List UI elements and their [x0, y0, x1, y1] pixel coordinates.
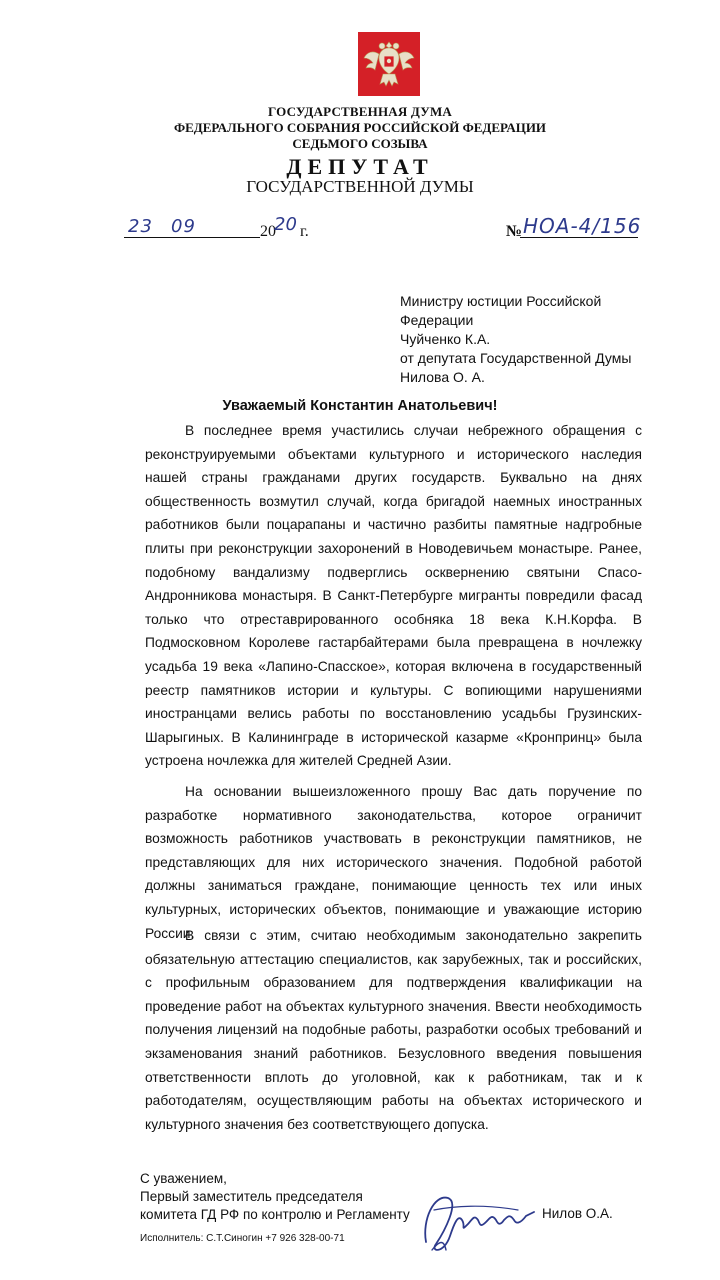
closing-committee: комитета ГД РФ по контролю и Регламенту	[140, 1207, 410, 1222]
addressee-block	[400, 292, 680, 387]
date-suffix: г.	[300, 223, 309, 240]
body-paragraph-3	[145, 924, 642, 1136]
date-underline	[124, 237, 260, 238]
number-sign: №	[506, 223, 523, 240]
addressee-line: от депутата Государственной Думы	[400, 350, 632, 366]
signer-name: Нилов О.А.	[542, 1206, 613, 1221]
closing-position: Первый заместитель председателя	[140, 1189, 363, 1204]
date-month: 09	[171, 216, 196, 237]
body-paragraph-2	[145, 780, 642, 945]
body-paragraph-1	[145, 419, 642, 773]
addressee-line: Нилова О. А.	[400, 369, 485, 385]
header-subtitle: ГОСУДАРСТВЕННОЙ ДУМЫ	[246, 177, 474, 196]
date-year-prefix: 20	[260, 223, 276, 240]
closing-block	[140, 1170, 410, 1224]
date-day: 23	[128, 216, 153, 237]
closing-regards: С уважением,	[140, 1171, 227, 1186]
executor-contact: Исполнитель: С.Т.Синогин +7 926 328-00-71	[140, 1233, 345, 1244]
addressee-line: Министру юстиции Российской	[400, 293, 602, 309]
coat-of-arms-icon	[358, 32, 420, 96]
addressee-line: Чуйченко К.А.	[400, 331, 491, 347]
paragraph-text: В связи с этим, считаю необходимым законодательно закрепить обязательную аттестацию специалистов, как зарубежных, так и российских, с профильным образованием для подтверждения квалификации на проведение работ на объектах культурного значения. Ввести необходимость получения лицензий на подобные работы, разработки особых требований и экзаменования знаний работников. Безусловного введения повышения ответственности вплоть до уголовной, как к работникам, так и к работодателям, осуществляющим работы на объектах исторического и культурного значения без соответствующего допуска.	[145, 928, 642, 1132]
paragraph-text: На основании вышеизложенного прошу Вас дать поручение по разработке нормативного законодательства, которое ограничит возможность работников участвовать в реконструкции памятников, не представляющих для них исторического значения. Подобной работой должны заниматься граждане, понимающие ценность тех или иных культурных, исторических объектов, понимающие и уважающие историю России.	[145, 784, 642, 941]
date-number-line	[0, 214, 720, 248]
header-line-federal-assembly: ФЕДЕРАЛЬНОГО СОБРАНИЯ РОССИЙСКОЙ ФЕДЕРАЦИИ	[173, 120, 547, 135]
handwritten-signature	[414, 1180, 544, 1260]
addressee-line: Федерации	[400, 312, 474, 328]
salutation: Уважаемый Константин Анатольевич!	[222, 398, 498, 414]
paragraph-text: В последнее время участились случаи небрежного обращения с реконструируемыми объектами культурного и исторического наследия нашей страны гражданами других государств. Буквально на днях общественность возмутил случай, когда бригадой наемных иностранных работников были поцарапаны и частично разбиты памятные надгробные плиты при реконструкции захоронений в Новодевичьем монастыре. Ранее, подобному вандализму подверглись осквернению святыни Спасо-Андронникова монастыря. В Санкт-Петербурге мигранты повредили фасад только что отреставрированного особняка 18 века К.Н.Корфа. В Подмосковном Королеве гастарбайтерами была превращена в ночлежку усадьба 19 века «Лапино-Спасское», которая включена в государственный реестр памятников истории и культуры. С вопиющими нарушениями иностранцами велись работы по восстановлению усадьбы Грузинских-Шарыгиных. В Калининграде в исторической казарме «Кронпринц» была устроена ночлежка для жителей Средней Азии.	[145, 423, 642, 769]
document-number: НОА-4/156	[523, 214, 642, 238]
header-line-convocation: СЕДЬМОГО СОЗЫВА	[292, 136, 428, 151]
header-line-duma: ГОСУДАРСТВЕННАЯ ДУМА	[267, 104, 453, 119]
date-year-suffix: 20	[274, 214, 297, 235]
number-underline	[520, 237, 638, 238]
header-title-deputy: ДЕПУТАТ	[286, 154, 434, 179]
